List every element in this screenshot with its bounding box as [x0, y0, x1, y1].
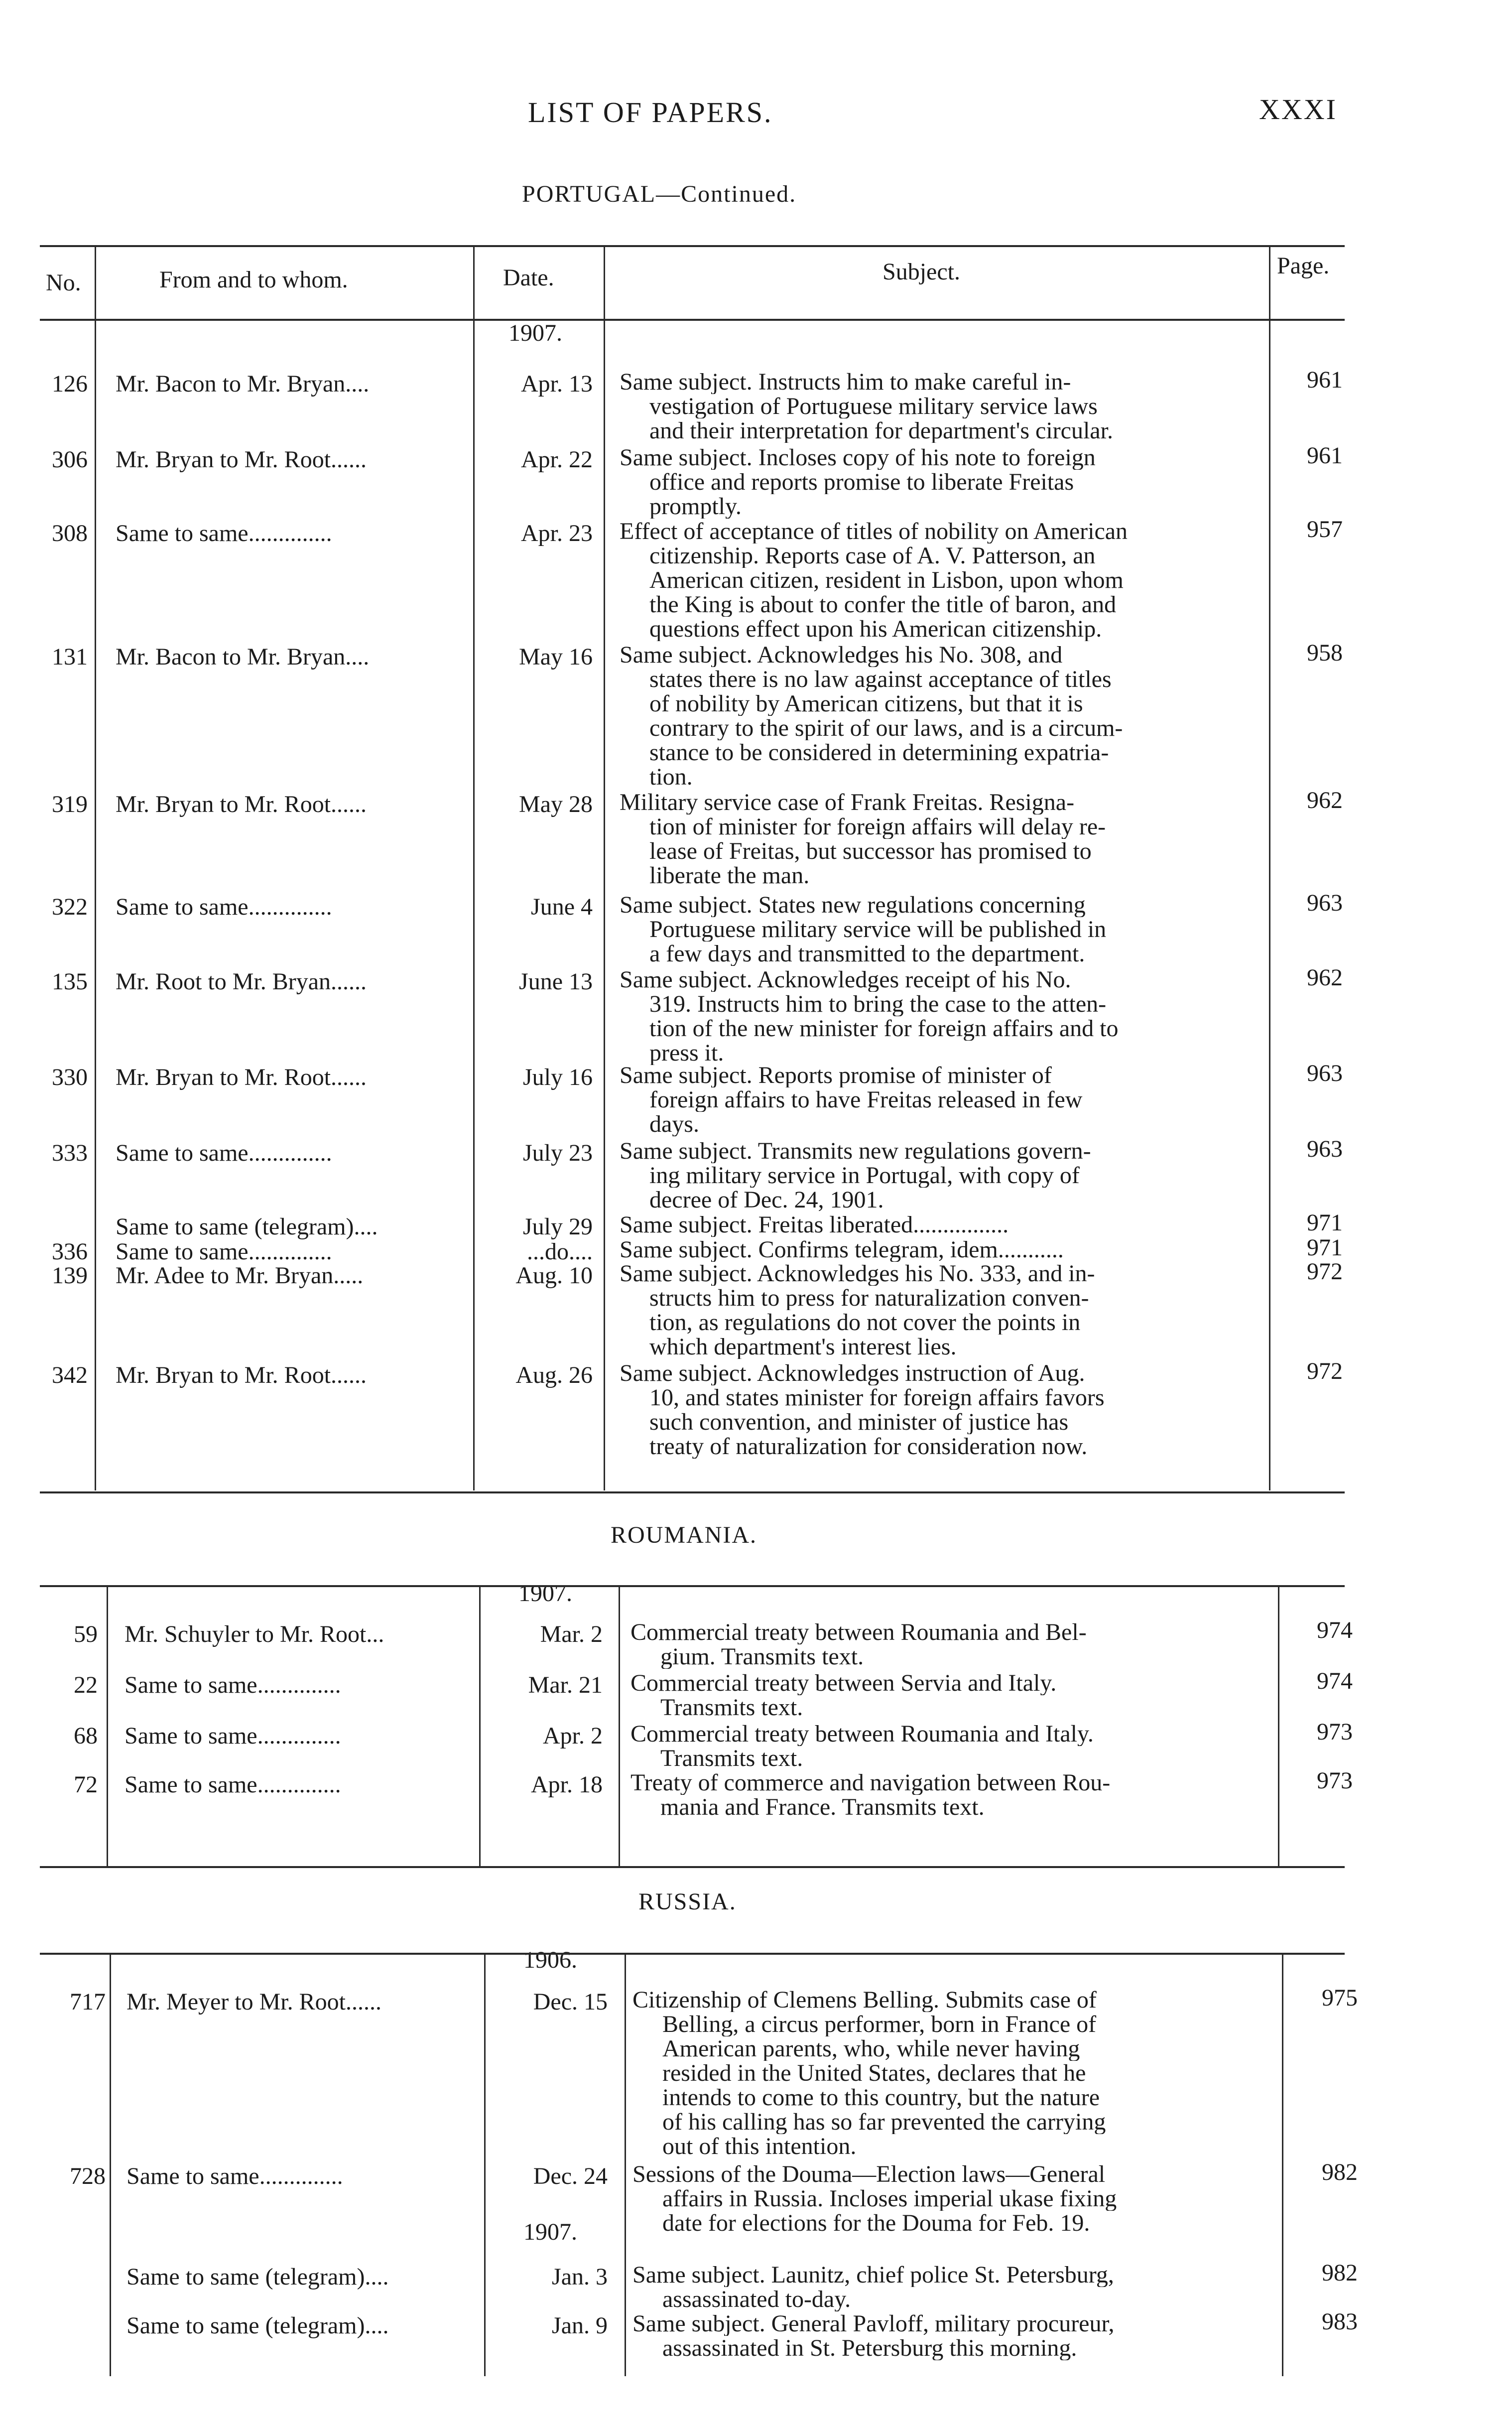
- page-reference: 982: [1322, 2159, 1358, 2185]
- year-label: 1906.: [523, 1947, 577, 1973]
- from-to-whom: Same to same..............: [126, 2163, 343, 2189]
- subject-line: Same subject. General Pavloff, military procureur,: [632, 2311, 1115, 2336]
- column-header-no: No.: [46, 269, 81, 296]
- paper-date: June 13: [519, 968, 593, 995]
- subject-line: Same subject. States new regulations concerning: [620, 893, 1086, 917]
- subject-line: mania and France. Transmits text.: [660, 1795, 985, 1819]
- column-rule: [619, 1585, 620, 1866]
- subject-line: Transmits text.: [660, 1695, 803, 1720]
- horizontal-rule: [40, 1866, 1345, 1868]
- page-reference: 962: [1307, 787, 1343, 813]
- paper-subject: [620, 1261, 1282, 1359]
- page-reference: 974: [1317, 1617, 1353, 1643]
- paper-subject: [620, 1139, 1282, 1212]
- page-reference: 958: [1307, 640, 1343, 666]
- paper-subject: [620, 1361, 1282, 1459]
- paper-number: 72: [74, 1771, 98, 1798]
- subject-line: tion of the new minister for foreign affairs and to: [649, 1016, 1119, 1041]
- page-reference: 961: [1307, 367, 1343, 393]
- paper-subject: [620, 1063, 1282, 1136]
- paper-date: Aug. 26: [515, 1362, 593, 1388]
- paper-subject: [620, 1212, 1282, 1237]
- subject-line: promptly.: [649, 494, 742, 519]
- subject-line: Effect of acceptance of titles of nobility on American: [620, 519, 1128, 543]
- subject-line: Same subject. Instructs him to make careful in-: [620, 370, 1071, 394]
- paper-date: Apr. 13: [521, 371, 593, 397]
- subject-line: Same subject. Acknowledges his No. 333, and in-: [620, 1261, 1095, 1286]
- subject-line: gium. Transmits text.: [660, 1644, 864, 1669]
- paper-number: 68: [74, 1723, 98, 1749]
- horizontal-rule: [40, 1491, 1345, 1493]
- year-label: 1907.: [508, 320, 562, 346]
- paper-date: Apr. 18: [531, 1771, 603, 1798]
- subject-line: lease of Freitas, but successor has promised to: [649, 839, 1092, 863]
- subject-line: and their interpretation for department's circular.: [649, 418, 1113, 443]
- subject-line: Same subject. Acknowledges his No. 308, and: [620, 643, 1063, 667]
- subject-line: Same subject. Acknowledges instruction of Aug.: [620, 1361, 1085, 1385]
- paper-date: Jan. 9: [552, 2312, 608, 2339]
- subject-line: resided in the United States, declares that he: [662, 2061, 1086, 2085]
- subject-line: states there is no law against acceptance of titles: [649, 667, 1112, 691]
- paper-date: Apr. 2: [543, 1723, 603, 1749]
- subject-line: vestigation of Portuguese military service laws: [649, 394, 1098, 418]
- from-to-whom: Mr. Bacon to Mr. Bryan....: [116, 644, 370, 670]
- column-rule: [604, 245, 605, 1490]
- subject-line: tion, as regulations do not cover the points in: [649, 1310, 1081, 1335]
- paper-date: Apr. 22: [521, 446, 593, 473]
- subject-line: Citizenship of Clemens Belling. Submits case of: [632, 1988, 1097, 2012]
- subject-line: stance to be considered in determining expatria-: [649, 740, 1109, 765]
- from-to-whom: Same to same (telegram)....: [126, 2264, 389, 2290]
- subject-line: Same subject. Incloses copy of his note to foreign: [620, 445, 1096, 470]
- from-to-whom: Mr. Adee to Mr. Bryan.....: [116, 1262, 364, 1289]
- subject-line: structs him to press for naturalization conven-: [649, 1286, 1089, 1310]
- from-to-whom: Same to same..............: [116, 520, 332, 546]
- paper-number: 139: [52, 1262, 88, 1289]
- subject-line: the King is about to confer the title of baron, and: [649, 592, 1117, 617]
- paper-number: 135: [52, 968, 88, 995]
- subject-line: liberate the man.: [649, 863, 810, 888]
- paper-subject: [620, 1237, 1282, 1262]
- horizontal-rule: [40, 1585, 1345, 1587]
- from-to-whom: Mr. Bacon to Mr. Bryan....: [116, 371, 370, 397]
- paper-subject: [630, 1722, 1293, 1770]
- paper-date: Apr. 23: [521, 520, 593, 546]
- paper-date: July 29: [522, 1213, 593, 1240]
- subject-line: Commercial treaty between Roumania and Italy.: [630, 1722, 1094, 1746]
- paper-subject: [620, 519, 1282, 641]
- paper-number: 728: [70, 2163, 106, 2189]
- page-title: LIST OF PAPERS.: [528, 96, 773, 129]
- subject-line: out of this intention.: [662, 2134, 857, 2158]
- paper-subject: [620, 445, 1282, 519]
- from-to-whom: Same to same..............: [125, 1672, 341, 1698]
- subject-line: Same subject. Launitz, chief police St. Petersburg,: [632, 2263, 1114, 2287]
- subject-line: intends to come to this country, but the nature: [662, 2085, 1100, 2110]
- paper-number: 342: [52, 1362, 88, 1388]
- paper-date: May 16: [519, 644, 593, 670]
- paper-number: 131: [52, 644, 88, 670]
- paper-number: 319: [52, 791, 88, 817]
- from-to-whom: Same to same (telegram)....: [126, 2312, 389, 2339]
- column-rule: [1282, 1953, 1283, 2376]
- from-to-whom: Same to same..............: [125, 1771, 341, 1798]
- paper-subject: [632, 2263, 1295, 2311]
- from-to-whom: Mr. Bryan to Mr. Root......: [116, 1064, 367, 1090]
- paper-subject: [632, 2311, 1295, 2360]
- page-reference: 973: [1317, 1767, 1353, 1794]
- paper-date: Mar. 21: [528, 1672, 603, 1698]
- subject-line: Same subject. Confirms telegram, idem...........: [620, 1237, 1064, 1262]
- subject-line: questions effect upon his American citizenship.: [649, 617, 1102, 641]
- column-header-page: Page.: [1277, 253, 1330, 279]
- subject-line: tion.: [649, 765, 693, 789]
- paper-subject: [620, 370, 1282, 443]
- subject-line: affairs in Russia. Incloses imperial ukase fixing: [662, 2186, 1117, 2211]
- section-title-russia: RUSSIA.: [638, 1888, 737, 1915]
- page-reference: 983: [1322, 2308, 1358, 2335]
- paper-number: 717: [70, 1989, 106, 2015]
- from-to-whom: Same to same..............: [116, 894, 332, 920]
- subject-line: treaty of naturalization for consideration now.: [649, 1434, 1088, 1459]
- paper-number: 330: [52, 1064, 88, 1090]
- subject-line: 319. Instructs him to bring the case to the atten-: [649, 992, 1107, 1016]
- page-reference: 963: [1307, 1136, 1343, 1162]
- from-to-whom: Same to same (telegram)....: [116, 1213, 378, 1240]
- page-reference: 973: [1317, 1719, 1353, 1745]
- paper-date: July 23: [522, 1140, 593, 1166]
- column-rule: [1278, 1585, 1279, 1866]
- page-reference: 971: [1307, 1234, 1343, 1261]
- from-to-whom: Mr. Root to Mr. Bryan......: [116, 968, 367, 995]
- column-rule: [107, 1585, 108, 1866]
- paper-number: 336: [52, 1238, 88, 1265]
- year-label: 1907.: [523, 2219, 577, 2245]
- from-to-whom: Mr. Bryan to Mr. Root......: [116, 446, 367, 473]
- year-label: 1907.: [518, 1580, 572, 1607]
- subject-line: of nobility by American citizens, but that it is: [649, 691, 1083, 716]
- section-title-portugal: PORTUGAL—Continued.: [522, 181, 797, 207]
- page-reference: 975: [1322, 1985, 1358, 2011]
- horizontal-rule: [40, 1953, 1345, 1955]
- page-reference: 963: [1307, 1060, 1343, 1086]
- page-reference: 982: [1322, 2260, 1358, 2286]
- paper-number: 308: [52, 520, 88, 546]
- subject-line: foreign affairs to have Freitas released in few: [649, 1087, 1083, 1112]
- paper-date: Dec. 15: [533, 1989, 608, 2015]
- subject-line: Portuguese military service will be published in: [649, 917, 1107, 942]
- subject-line: contrary to the spirit of our laws, and is a circum-: [649, 716, 1123, 740]
- paper-date: Mar. 2: [540, 1621, 603, 1647]
- subject-line: decree of Dec. 24, 1901.: [649, 1188, 884, 1212]
- subject-line: Same subject. Transmits new regulations govern-: [620, 1139, 1091, 1163]
- paper-subject: [630, 1671, 1293, 1720]
- subject-line: Sessions of the Douma—Election laws—General: [632, 2162, 1106, 2186]
- paper-number: 126: [52, 371, 88, 397]
- paper-subject: [630, 1770, 1293, 1819]
- page-reference: 972: [1307, 1258, 1343, 1285]
- column-header-date: Date.: [503, 265, 554, 291]
- column-rule: [484, 1953, 486, 2376]
- subject-line: tion of minister for foreign affairs will delay re-: [649, 814, 1106, 839]
- subject-line: which department's interest lies.: [649, 1335, 957, 1359]
- subject-line: American citizen, resident in Lisbon, upon whom: [649, 568, 1124, 592]
- column-rule: [95, 245, 96, 1490]
- subject-line: Same subject. Reports promise of minister of: [620, 1063, 1052, 1087]
- paper-date: Aug. 10: [515, 1262, 593, 1289]
- subject-line: Same subject. Freitas liberated................: [620, 1212, 1009, 1237]
- subject-line: such convention, and minister of justice has: [649, 1410, 1069, 1434]
- subject-line: ing military service in Portugal, with copy of: [649, 1163, 1080, 1188]
- paper-date: June 4: [531, 894, 593, 920]
- section-title-roumania: ROUMANIA.: [611, 1522, 757, 1548]
- paper-number: 59: [74, 1621, 98, 1647]
- subject-line: days.: [649, 1112, 699, 1136]
- column-rule: [625, 1953, 626, 2376]
- column-header-subject: Subject.: [882, 259, 960, 285]
- from-to-whom: Mr. Bryan to Mr. Root......: [116, 791, 367, 817]
- subject-line: 10, and states minister for foreign affairs favors: [649, 1385, 1105, 1410]
- from-to-whom: Mr. Bryan to Mr. Root......: [116, 1362, 367, 1388]
- horizontal-rule: [40, 319, 1345, 321]
- from-to-whom: Same to same..............: [116, 1140, 332, 1166]
- subject-line: Military service case of Frank Freitas. Resigna-: [620, 790, 1075, 814]
- subject-line: office and reports promise to liberate Freitas: [649, 470, 1074, 494]
- paper-number: 322: [52, 894, 88, 920]
- column-rule: [1269, 245, 1270, 1490]
- page-reference: 963: [1307, 890, 1343, 916]
- column-rule: [473, 245, 475, 1490]
- paper-subject: [630, 1620, 1293, 1669]
- horizontal-rule: [40, 245, 1345, 247]
- paper-date: Dec. 24: [533, 2163, 608, 2189]
- paper-subject: [620, 643, 1282, 789]
- page-reference: 957: [1307, 516, 1343, 542]
- subject-line: Same subject. Acknowledges receipt of his No.: [620, 967, 1071, 992]
- paper-date: July 16: [522, 1064, 593, 1090]
- paper-number: 306: [52, 446, 88, 473]
- subject-line: press it.: [649, 1041, 724, 1065]
- page-reference: 962: [1307, 964, 1343, 991]
- subject-line: citizenship. Reports case of A. V. Patterson, an: [649, 543, 1096, 568]
- paper-date: Jan. 3: [552, 2264, 608, 2290]
- subject-line: Commercial treaty between Servia and Italy.: [630, 1671, 1057, 1695]
- from-to-whom: Same to same..............: [116, 1238, 332, 1265]
- paper-number: 22: [74, 1672, 98, 1698]
- column-rule: [479, 1585, 481, 1866]
- paper-subject: [632, 1988, 1295, 2158]
- from-to-whom: Same to same..............: [125, 1723, 341, 1749]
- subject-line: Belling, a circus performer, born in France of: [662, 2012, 1097, 2036]
- paper-date: May 28: [519, 791, 593, 817]
- paper-subject: [620, 967, 1282, 1065]
- page-reference: 971: [1307, 1210, 1343, 1236]
- column-rule: [110, 1953, 111, 2376]
- page-reference: 972: [1307, 1358, 1343, 1384]
- paper-date: ...do....: [527, 1238, 593, 1265]
- paper-subject: [620, 790, 1282, 888]
- subject-line: American parents, who, while never having: [662, 2036, 1080, 2061]
- page-reference: 961: [1307, 442, 1343, 469]
- column-header-from: From and to whom.: [159, 267, 348, 293]
- from-to-whom: Mr. Schuyler to Mr. Root...: [125, 1621, 384, 1647]
- subject-line: assassinated to-day.: [662, 2287, 851, 2311]
- page-reference: 974: [1317, 1668, 1353, 1694]
- paper-number: 333: [52, 1140, 88, 1166]
- page-number: XXXI: [1259, 93, 1337, 126]
- subject-line: date for elections for the Douma for Feb. 19.: [662, 2211, 1090, 2235]
- subject-line: Treaty of commerce and navigation between Rou-: [630, 1770, 1111, 1795]
- subject-line: of his calling has so far prevented the carrying: [662, 2110, 1106, 2134]
- subject-line: Commercial treaty between Roumania and Bel-: [630, 1620, 1087, 1644]
- subject-line: a few days and transmitted to the department.: [649, 942, 1085, 966]
- paper-subject: [632, 2162, 1295, 2235]
- subject-line: Transmits text.: [660, 1746, 803, 1770]
- subject-line: assassinated in St. Petersburg this morning.: [662, 2336, 1077, 2360]
- paper-subject: [620, 893, 1282, 966]
- from-to-whom: Mr. Meyer to Mr. Root......: [126, 1989, 381, 2015]
